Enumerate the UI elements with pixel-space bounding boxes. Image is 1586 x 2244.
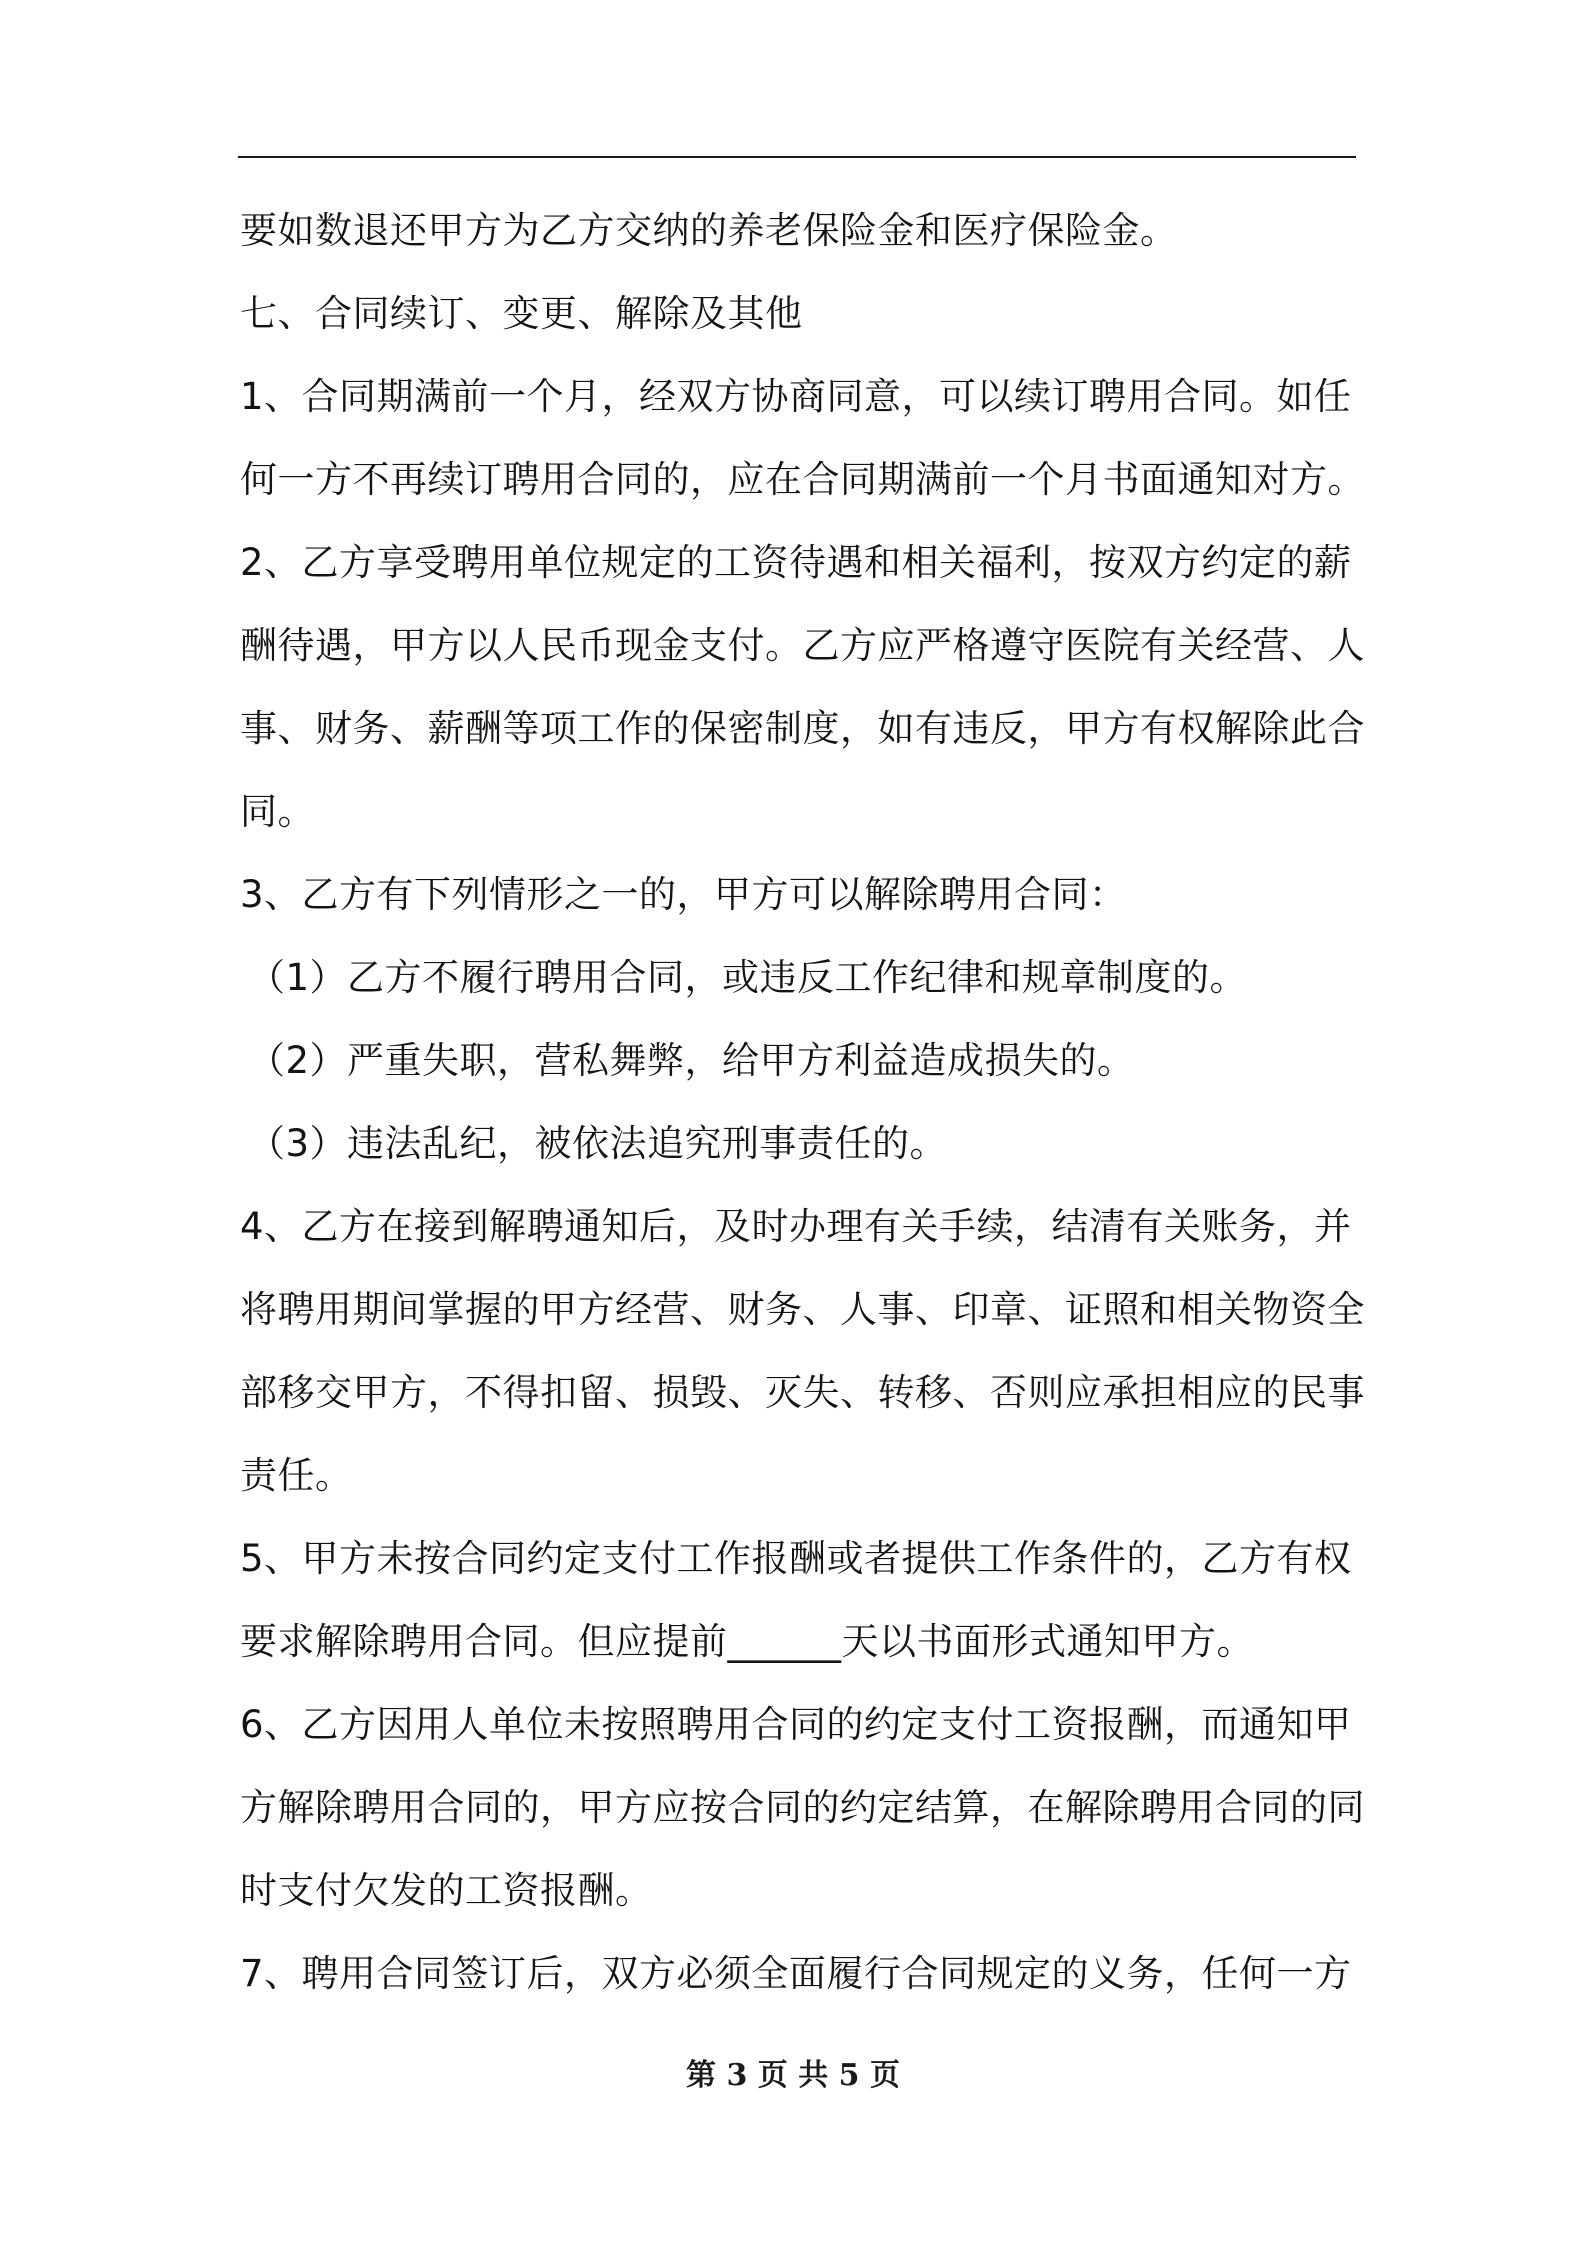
text-line: 6、乙方因用人单位未按照聘用合同的约定支付工资报酬，而通知甲 [240, 1703, 1352, 1746]
list-item: （3）违法乱纪，被依法追究刑事责任的。 [248, 1122, 948, 1165]
header-rule [238, 156, 1356, 158]
text-line: 要如数退还甲方为乙方交纳的养老保险金和医疗保险金。 [240, 209, 1178, 252]
text-line: 酬待遇，甲方以人民币现金支付。乙方应严格遵守医院有关经营、人 [240, 624, 1365, 667]
document-body [240, 196, 1365, 2022]
text-line: 何一方不再续订聘用合同的，应在合同期满前一个月书面通知对方。 [240, 458, 1365, 501]
text-line: 7、聘用合同签订后，双方必须全面履行合同规定的义务，任何一方 [240, 1952, 1352, 1995]
list-item: （1）乙方不履行聘用合同，或违反工作纪律和规章制度的。 [248, 956, 1248, 999]
text-line: 方解除聘用合同的，甲方应按合同的约定结算，在解除聘用合同的同 [240, 1786, 1365, 1829]
text-line: 将聘用期间掌握的甲方经营、财务、人事、印章、证照和相关物资全 [240, 1288, 1365, 1331]
text-line: 责任。 [240, 1454, 353, 1497]
section-heading: 七、合同续订、变更、解除及其他 [240, 292, 803, 335]
text-line: 4、乙方在接到解聘通知后，及时办理有关手续，结清有关账务，并 [240, 1205, 1352, 1248]
text-line: 要求解除聘用合同。但应提前______天以书面形式通知甲方。 [240, 1620, 1254, 1663]
text-line: 时支付欠发的工资报酬。 [240, 1869, 653, 1912]
text-line: 2、乙方享受聘用单位规定的工资待遇和相关福利，按双方约定的薪 [240, 541, 1352, 584]
list-item: （2）严重失职，营私舞弊，给甲方利益造成损失的。 [248, 1039, 1135, 1082]
text-line: 部移交甲方，不得扣留、损毁、灭失、转移、否则应承担相应的民事 [240, 1371, 1365, 1414]
text-line: 5、甲方未按合同约定支付工作报酬或者提供工作条件的，乙方有权 [240, 1537, 1352, 1580]
text-line: 3、乙方有下列情形之一的，甲方可以解除聘用合同： [240, 873, 1127, 916]
text-line: 事、财务、薪酬等项工作的保密制度，如有违反，甲方有权解除此合 [240, 707, 1365, 750]
page-number: 第 3 页 共 5 页 [686, 2058, 900, 2093]
text-line: 1、合同期满前一个月，经双方协商同意，可以续订聘用合同。如任 [240, 375, 1352, 418]
text-line: 同。 [240, 790, 315, 833]
